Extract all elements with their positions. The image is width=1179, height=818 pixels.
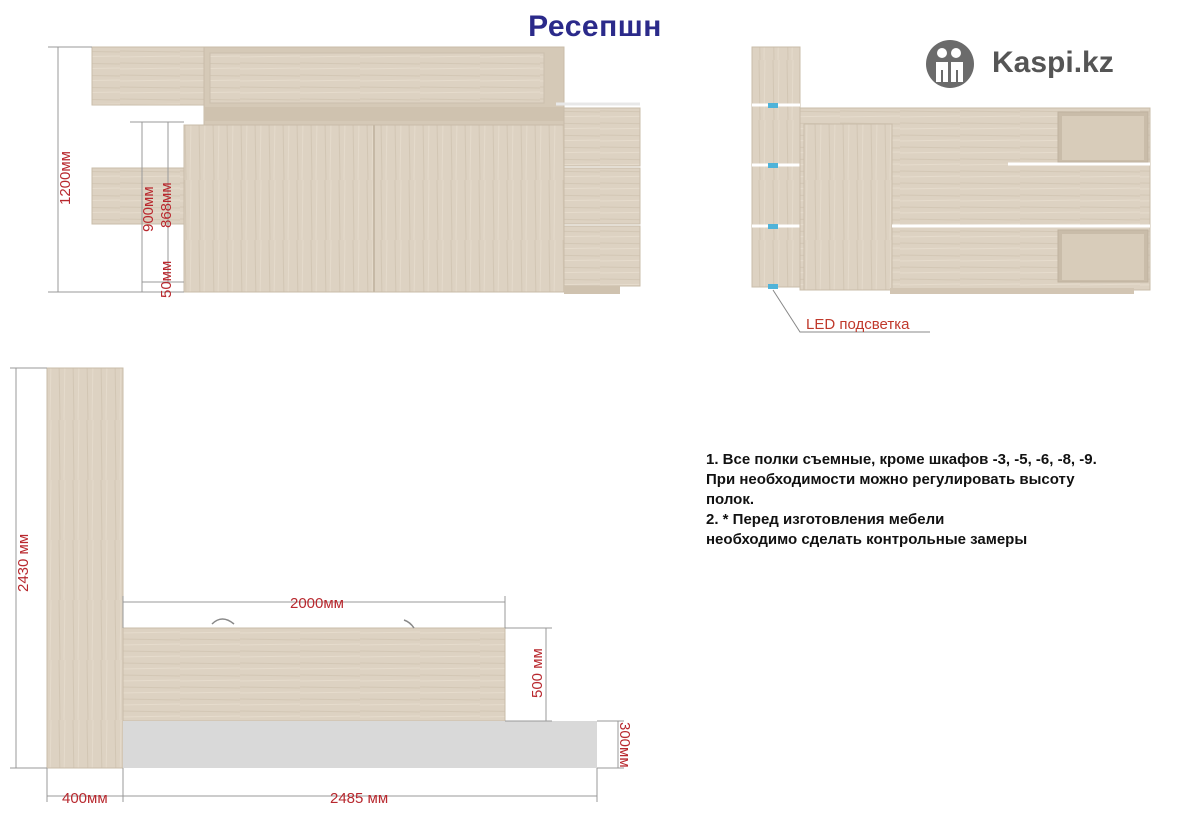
brand-name: Kaspi.kz — [992, 46, 1114, 79]
plan-tall-column — [47, 368, 123, 768]
led-strip — [768, 284, 778, 289]
dim-plinth: 50мм — [158, 260, 175, 298]
note-line: полок. — [706, 491, 755, 508]
chair-mark — [404, 620, 414, 628]
led-strip — [768, 103, 778, 108]
dim-desk-depth: 500 мм — [529, 648, 546, 698]
drawer-top — [564, 108, 640, 166]
drawer-bottom — [564, 226, 640, 286]
dim-mid-height: 900мм — [140, 186, 157, 232]
top-left-panel — [92, 47, 204, 105]
dim-total-height: 1200мм — [57, 151, 74, 205]
dim-vertical: 2430 мм — [15, 533, 32, 592]
dim-desk-width: 2000мм — [290, 595, 344, 612]
side-view — [752, 47, 1150, 333]
led-strip — [768, 163, 778, 168]
dim-total-width: 2485 мм — [330, 790, 389, 807]
note-line: 1. Все полки съемные, кроме шкафов -3, -5, -6, -8, -9. — [706, 451, 1097, 468]
note-line: 2. * Перед изготовления мебели — [706, 511, 945, 528]
dim-floor: 300мм — [616, 722, 633, 768]
note-line: При необходимости можно регулировать высоту — [706, 471, 1075, 488]
dim-shelf-height: 868мм — [158, 182, 175, 228]
plan-floor — [123, 721, 597, 768]
note-line: необходимо сделать контрольные замеры — [706, 531, 1028, 548]
notes-block — [706, 450, 1176, 550]
page-title: Ресепшн — [528, 10, 662, 43]
led-strip — [768, 224, 778, 229]
chair-mark — [212, 619, 234, 624]
drawer-middle — [564, 168, 640, 224]
plan-desk — [123, 628, 505, 721]
plan-view — [10, 368, 633, 807]
led-label: LED подсветка — [806, 316, 910, 333]
front-view — [48, 47, 640, 298]
dim-wall: 400мм — [62, 790, 108, 807]
